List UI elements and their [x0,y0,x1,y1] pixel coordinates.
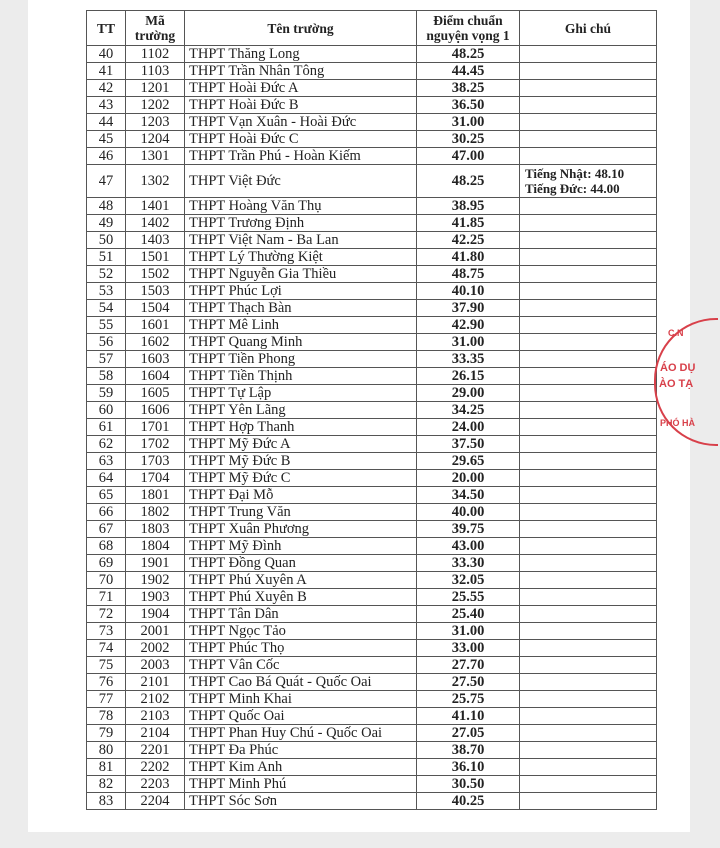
cell-ghi-chu [520,385,657,402]
cell-ma-truong: 2103 [126,708,185,725]
cell-ten-truong: THPT Phan Huy Chú - Quốc Oai [185,725,417,742]
admission-scores-table [86,10,657,810]
table-row [87,589,657,606]
table-row [87,708,657,725]
cell-tt: 45 [87,131,126,148]
cell-diem-chuan: 38.95 [417,198,520,215]
cell-ghi-chu [520,793,657,810]
cell-ten-truong: THPT Minh Phú [185,776,417,793]
cell-tt: 59 [87,385,126,402]
cell-ma-truong: 1201 [126,80,185,97]
cell-ghi-chu [520,300,657,317]
cell-ma-truong: 1604 [126,368,185,385]
cell-diem-chuan: 31.00 [417,623,520,640]
cell-diem-chuan: 44.45 [417,63,520,80]
cell-ten-truong: THPT Ngọc Tảo [185,623,417,640]
cell-ma-truong: 2202 [126,759,185,776]
cell-ten-truong: THPT Việt Nam - Ba Lan [185,232,417,249]
table-row [87,131,657,148]
cell-ma-truong: 1803 [126,521,185,538]
cell-diem-chuan: 27.50 [417,674,520,691]
stamp-text: ÀO TẠ [659,378,694,390]
cell-ten-truong: THPT Phúc Lợi [185,283,417,300]
cell-ghi-chu [520,555,657,572]
cell-ghi-chu [520,572,657,589]
cell-ma-truong: 1702 [126,436,185,453]
cell-ma-truong: 1202 [126,97,185,114]
table-row [87,470,657,487]
cell-ma-truong: 1401 [126,198,185,215]
cell-ghi-chu [520,691,657,708]
ghi-chu-line: Tiếng Nhật: 48.10 [525,166,625,181]
table-row [87,351,657,368]
cell-diem-chuan: 30.25 [417,131,520,148]
table-row [87,572,657,589]
cell-tt: 81 [87,759,126,776]
cell-ma-truong: 1801 [126,487,185,504]
cell-ghi-chu [520,165,657,198]
cell-tt: 72 [87,606,126,623]
cell-tt: 77 [87,691,126,708]
cell-tt: 82 [87,776,126,793]
cell-tt: 63 [87,453,126,470]
cell-ten-truong: THPT Tự Lập [185,385,417,402]
cell-ghi-chu [520,742,657,759]
cell-diem-chuan: 33.35 [417,351,520,368]
cell-diem-chuan: 36.10 [417,759,520,776]
table-row [87,487,657,504]
cell-ghi-chu [520,657,657,674]
cell-diem-chuan: 25.75 [417,691,520,708]
table-row [87,759,657,776]
cell-ma-truong: 1903 [126,589,185,606]
cell-diem-chuan: 30.50 [417,776,520,793]
table-row [87,215,657,232]
cell-tt: 55 [87,317,126,334]
cell-ma-truong: 1402 [126,215,185,232]
cell-tt: 65 [87,487,126,504]
cell-ten-truong: THPT Mỹ Đức B [185,453,417,470]
cell-tt: 71 [87,589,126,606]
table-row [87,742,657,759]
cell-ma-truong: 2102 [126,691,185,708]
cell-ten-truong: THPT Nguyễn Gia Thiều [185,266,417,283]
stamp-text: ÁO DỤ [660,362,696,374]
cell-ten-truong: THPT Hoài Đức B [185,97,417,114]
table-row [87,674,657,691]
cell-ghi-chu [520,63,657,80]
header-ma-truong: Mã trường [126,11,185,46]
cell-ten-truong: THPT Trần Nhân Tông [185,63,417,80]
header-ghi-chu: Ghi chú [520,11,657,46]
cell-ghi-chu [520,351,657,368]
cell-ma-truong: 1701 [126,419,185,436]
cell-ma-truong: 1605 [126,385,185,402]
header-ten-truong: Tên trường [185,11,417,46]
table-row [87,114,657,131]
cell-ten-truong: THPT Quốc Oai [185,708,417,725]
cell-tt: 53 [87,283,126,300]
table-row [87,385,657,402]
cell-diem-chuan: 40.00 [417,504,520,521]
cell-ma-truong: 1502 [126,266,185,283]
cell-ma-truong: 1704 [126,470,185,487]
table-row [87,555,657,572]
table-row [87,453,657,470]
cell-diem-chuan: 40.25 [417,793,520,810]
cell-diem-chuan: 43.00 [417,538,520,555]
cell-ghi-chu [520,419,657,436]
cell-ghi-chu [520,453,657,470]
cell-ma-truong: 1904 [126,606,185,623]
table-row [87,640,657,657]
cell-ma-truong: 1103 [126,63,185,80]
cell-ma-truong: 2104 [126,725,185,742]
cell-ma-truong: 1504 [126,300,185,317]
cell-ten-truong: THPT Đại Mỗ [185,487,417,504]
cell-ma-truong: 1606 [126,402,185,419]
cell-ma-truong: 1802 [126,504,185,521]
cell-diem-chuan: 33.00 [417,640,520,657]
cell-ghi-chu [520,80,657,97]
cell-ghi-chu [520,198,657,215]
cell-diem-chuan: 41.80 [417,249,520,266]
cell-diem-chuan: 40.10 [417,283,520,300]
cell-tt: 41 [87,63,126,80]
cell-ten-truong: THPT Hoài Đức A [185,80,417,97]
table-row [87,606,657,623]
cell-tt: 52 [87,266,126,283]
cell-ma-truong: 1204 [126,131,185,148]
cell-tt: 70 [87,572,126,589]
header-diem-chuan: Điểm chuẩn nguyện vọng 1 [417,11,520,46]
table-row [87,334,657,351]
cell-tt: 56 [87,334,126,351]
cell-ma-truong: 1501 [126,249,185,266]
table-row [87,623,657,640]
cell-tt: 50 [87,232,126,249]
cell-tt: 74 [87,640,126,657]
table-row [87,165,657,198]
cell-ghi-chu [520,334,657,351]
cell-ten-truong: THPT Mỹ Đình [185,538,417,555]
table-row [87,521,657,538]
cell-ghi-chu [520,725,657,742]
cell-ten-truong: THPT Trương Định [185,215,417,232]
cell-ghi-chu [520,317,657,334]
cell-ma-truong: 1902 [126,572,185,589]
cell-tt: 49 [87,215,126,232]
cell-diem-chuan: 41.85 [417,215,520,232]
cell-ten-truong: THPT Phú Xuyên A [185,572,417,589]
cell-ghi-chu [520,759,657,776]
stamp-text: C.N [668,328,684,338]
cell-ghi-chu [520,504,657,521]
table-row [87,402,657,419]
cell-diem-chuan: 25.40 [417,606,520,623]
cell-ma-truong: 2101 [126,674,185,691]
cell-ghi-chu [520,589,657,606]
cell-ten-truong: THPT Cao Bá Quát - Quốc Oai [185,674,417,691]
table-row [87,232,657,249]
cell-ma-truong: 1602 [126,334,185,351]
cell-ma-truong: 2003 [126,657,185,674]
cell-tt: 76 [87,674,126,691]
cell-ma-truong: 2002 [126,640,185,657]
cell-diem-chuan: 41.10 [417,708,520,725]
ghi-chu-line: Tiếng Đức: 44.00 [525,181,620,196]
cell-diem-chuan: 38.70 [417,742,520,759]
cell-ten-truong: THPT Việt Đức [185,165,417,198]
table-row [87,793,657,810]
cell-ten-truong: THPT Lý Thường Kiệt [185,249,417,266]
cell-tt: 73 [87,623,126,640]
cell-diem-chuan: 20.00 [417,470,520,487]
table-row [87,538,657,555]
table-row [87,63,657,80]
cell-ten-truong: THPT Kim Anh [185,759,417,776]
table-row [87,97,657,114]
cell-tt: 51 [87,249,126,266]
cell-diem-chuan: 26.15 [417,368,520,385]
cell-ma-truong: 1601 [126,317,185,334]
cell-diem-chuan: 37.50 [417,436,520,453]
cell-ten-truong: THPT Xuân Phương [185,521,417,538]
cell-diem-chuan: 37.90 [417,300,520,317]
cell-tt: 40 [87,46,126,63]
cell-ten-truong: THPT Tiền Thịnh [185,368,417,385]
cell-tt: 58 [87,368,126,385]
cell-ten-truong: THPT Hợp Thanh [185,419,417,436]
cell-tt: 62 [87,436,126,453]
cell-ten-truong: THPT Yên Lãng [185,402,417,419]
cell-tt: 80 [87,742,126,759]
cell-ten-truong: THPT Đồng Quan [185,555,417,572]
table-row [87,776,657,793]
cell-ghi-chu [520,521,657,538]
cell-tt: 67 [87,521,126,538]
cell-tt: 48 [87,198,126,215]
cell-diem-chuan: 31.00 [417,114,520,131]
cell-diem-chuan: 38.25 [417,80,520,97]
cell-diem-chuan: 34.50 [417,487,520,504]
cell-diem-chuan: 48.25 [417,46,520,63]
cell-ghi-chu [520,538,657,555]
cell-diem-chuan: 36.50 [417,97,520,114]
cell-ghi-chu [520,232,657,249]
header-tt: TT [87,11,126,46]
cell-ten-truong: THPT Thăng Long [185,46,417,63]
cell-ghi-chu [520,436,657,453]
table-row [87,148,657,165]
cell-ten-truong: THPT Phúc Thọ [185,640,417,657]
cell-tt: 75 [87,657,126,674]
cell-ghi-chu [520,708,657,725]
cell-ten-truong: THPT Đa Phúc [185,742,417,759]
cell-diem-chuan: 27.05 [417,725,520,742]
cell-ma-truong: 1503 [126,283,185,300]
cell-ghi-chu [520,97,657,114]
cell-ma-truong: 1403 [126,232,185,249]
cell-ma-truong: 1901 [126,555,185,572]
cell-diem-chuan: 42.25 [417,232,520,249]
cell-tt: 47 [87,165,126,198]
cell-diem-chuan: 39.75 [417,521,520,538]
cell-ghi-chu [520,674,657,691]
cell-ten-truong: THPT Minh Khai [185,691,417,708]
table-row [87,266,657,283]
cell-tt: 79 [87,725,126,742]
cell-diem-chuan: 33.30 [417,555,520,572]
cell-diem-chuan: 48.75 [417,266,520,283]
cell-ten-truong: THPT Tiền Phong [185,351,417,368]
cell-tt: 43 [87,97,126,114]
table-row [87,419,657,436]
cell-ma-truong: 2201 [126,742,185,759]
cell-ten-truong: THPT Mỹ Đức A [185,436,417,453]
cell-tt: 61 [87,419,126,436]
cell-diem-chuan: 31.00 [417,334,520,351]
cell-tt: 46 [87,148,126,165]
cell-diem-chuan: 32.05 [417,572,520,589]
cell-ten-truong: THPT Quang Minh [185,334,417,351]
table-row [87,725,657,742]
table-row [87,300,657,317]
cell-tt: 64 [87,470,126,487]
cell-ghi-chu [520,266,657,283]
cell-ten-truong: THPT Hoàng Văn Thụ [185,198,417,215]
table-row [87,657,657,674]
table-row [87,46,657,63]
cell-ma-truong: 1703 [126,453,185,470]
cell-tt: 68 [87,538,126,555]
cell-ma-truong: 2001 [126,623,185,640]
cell-diem-chuan: 42.90 [417,317,520,334]
cell-ten-truong: THPT Trung Văn [185,504,417,521]
cell-ghi-chu [520,606,657,623]
cell-diem-chuan: 34.25 [417,402,520,419]
cell-ten-truong: THPT Trần Phú - Hoàn Kiếm [185,148,417,165]
cell-ten-truong: THPT Vân Cốc [185,657,417,674]
cell-ghi-chu [520,623,657,640]
cell-tt: 54 [87,300,126,317]
cell-ten-truong: THPT Mê Linh [185,317,417,334]
cell-ghi-chu [520,368,657,385]
cell-ghi-chu [520,131,657,148]
table-row [87,504,657,521]
table-row [87,283,657,300]
cell-ma-truong: 2204 [126,793,185,810]
cell-ghi-chu [520,148,657,165]
cell-tt: 69 [87,555,126,572]
cell-diem-chuan: 29.65 [417,453,520,470]
table-row [87,368,657,385]
cell-tt: 60 [87,402,126,419]
cell-ma-truong: 1804 [126,538,185,555]
cell-ghi-chu [520,487,657,504]
cell-ghi-chu [520,215,657,232]
cell-ghi-chu [520,114,657,131]
table-row [87,691,657,708]
table-row [87,249,657,266]
cell-ma-truong: 1203 [126,114,185,131]
cell-ma-truong: 1603 [126,351,185,368]
cell-tt: 44 [87,114,126,131]
cell-diem-chuan: 24.00 [417,419,520,436]
cell-ten-truong: THPT Mỹ Đức C [185,470,417,487]
table-row [87,198,657,215]
table-row [87,317,657,334]
cell-ten-truong: THPT Hoài Đức C [185,131,417,148]
cell-diem-chuan: 47.00 [417,148,520,165]
cell-ten-truong: THPT Sóc Sơn [185,793,417,810]
cell-diem-chuan: 48.25 [417,165,520,198]
cell-ghi-chu [520,470,657,487]
cell-ma-truong: 1102 [126,46,185,63]
cell-tt: 66 [87,504,126,521]
cell-ten-truong: THPT Tân Dân [185,606,417,623]
cell-ma-truong: 2203 [126,776,185,793]
cell-ma-truong: 1302 [126,165,185,198]
table-row [87,80,657,97]
cell-ma-truong: 1301 [126,148,185,165]
cell-ten-truong: THPT Phú Xuyên B [185,589,417,606]
cell-ghi-chu [520,776,657,793]
cell-tt: 83 [87,793,126,810]
cell-diem-chuan: 27.70 [417,657,520,674]
table-header-row [87,11,657,46]
cell-ghi-chu [520,283,657,300]
cell-ten-truong: THPT Thạch Bàn [185,300,417,317]
cell-ghi-chu [520,402,657,419]
cell-ghi-chu [520,640,657,657]
cell-ten-truong: THPT Vạn Xuân - Hoài Đức [185,114,417,131]
table-row [87,436,657,453]
cell-tt: 42 [87,80,126,97]
cell-tt: 78 [87,708,126,725]
cell-diem-chuan: 29.00 [417,385,520,402]
cell-ghi-chu [520,249,657,266]
stamp-text: PHÓ HÀ [660,418,696,428]
cell-tt: 57 [87,351,126,368]
cell-diem-chuan: 25.55 [417,589,520,606]
cell-ghi-chu [520,46,657,63]
